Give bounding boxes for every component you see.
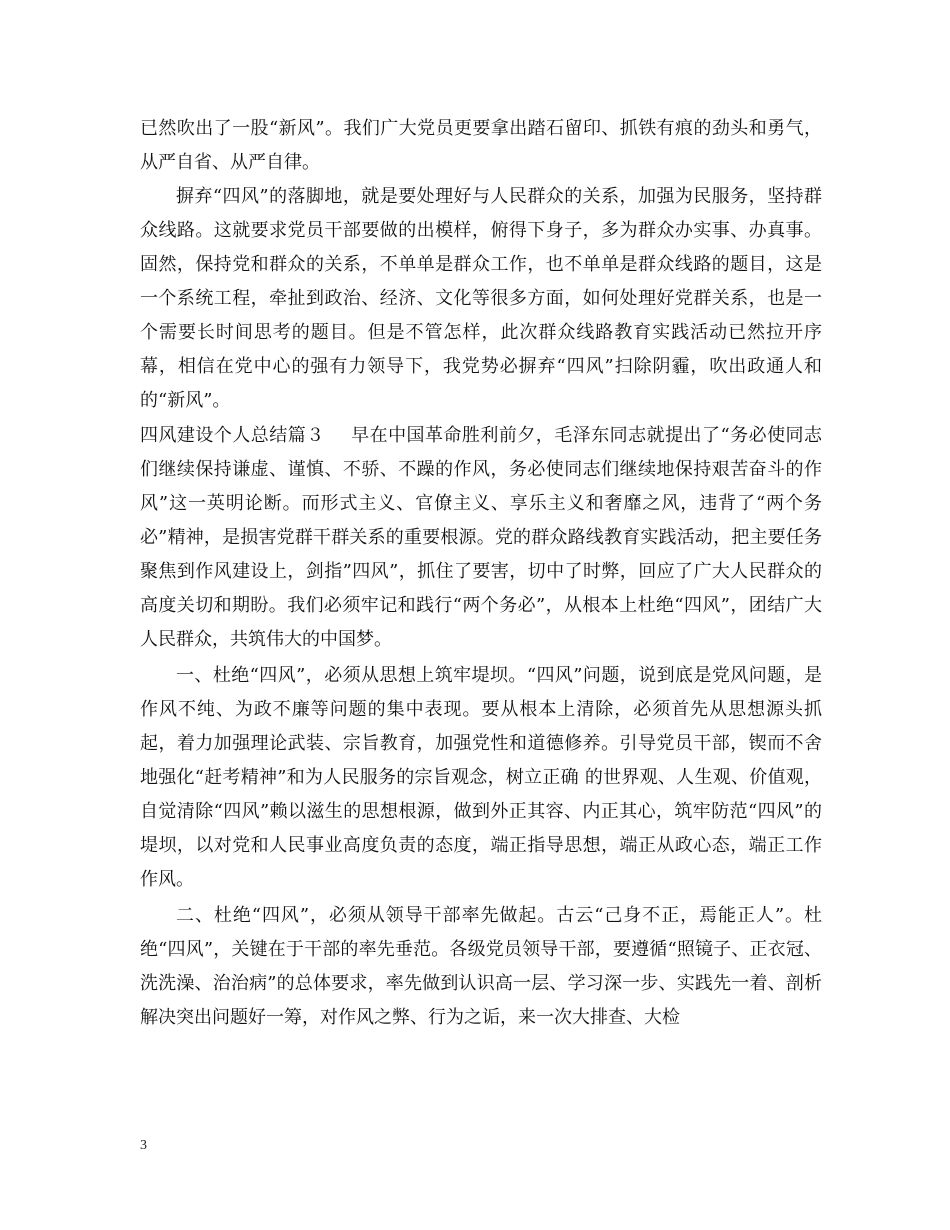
paragraph-3 [140,418,822,657]
paragraph-2: 摒弃“四风”的落脚地，就是要处理好与人民群众的关系，加强为民服务，坚持群众线路。这就要求党员干部要做的出模样，俯得下身子，多为群众办实事、办真事。固然，保持党和群众的关系，不单单是群众工作，也不单单是群众线路的题目，这是一个系统工程，牵扯到政治、经济、文化等很多方面，如何处理好党群关系，也是一个需要长时间思考的题目。但是不管怎样，此次群众线路教育实践活动已然拉开序幕，相信在党中心的强有力领导下，我党势必摒弃“四风”扫除阴霾，吹出政通人和的“新风”。 [140,186,822,411]
paragraph-3-body: 早在中国革命胜利前夕，毛泽东同志就提出了“务必使同志们继续保持谦虚、谨慎、不骄、不躁的作风，务必使同志们继续地保持艰苦奋斗的作风”这一英明论断。而形式主义、官僚主义、享乐主义和奢靡之风，违背了“两个务必”精神，是损害党群干群关系的重要根源。党的群众路线教育实践活动，把主要任务聚焦到作风建设上，剑指”四风”，抓住了要害，切中了时弊，回应了广大人民群众的高度关切和期盼。我们必须牢记和践行“两个务必”，从根本上杜绝“四风”，团结广大人民群众，共筑伟大的中国梦。 [140,425,823,650]
page-number: 3 [140,1138,147,1153]
paragraph-4: 一、杜绝“四风”，必须从思想上筑牢堤坝。“四风”问题，说到底是党风问题，是作风不纯、为政不廉等问题的集中表现。要从根本上清除，必须首先从思想源头抓起，着力加强理论武装、宗旨教育，加强党性和道德修养。引导党员干部，锲而不舍地强化“赶考精神”和为人民服务的宗旨观念，树立正确 的世界观、人生观、价值观，自觉清除“四风”赖以滋生的思想根源，做到外正其容、内正其心，筑牢防范“四风”的堤坝，以对党和人民事业高度负责的态度，端正指导思想，端正从政心态，端正工作作风。 [140,665,822,890]
paragraph-1: 已然吹出了一股“新风”。我们广大党员更要拿出踏石留印、抓铁有痕的劲头和勇气，从严自省、从严自律。 [140,118,822,173]
section-title: 四风建设个人总结篇３ [140,425,325,445]
paragraph-5: 二、杜绝“四风”，必须从领导干部率先做起。古云“己身不正，焉能正人”。杜绝“四风”，关键在于干部的率先垂范。各级党员领导干部，要遵循“照镜子、正衣冠、洗洗澡、治治病”的总体要求，率先做到认识高一层、学习深一步、实践先一着、剖析解决突出问题好一筹，对作风之弊、行为之诟，来一次大排查、大检 [140,905,822,1028]
document-body [140,112,822,1035]
